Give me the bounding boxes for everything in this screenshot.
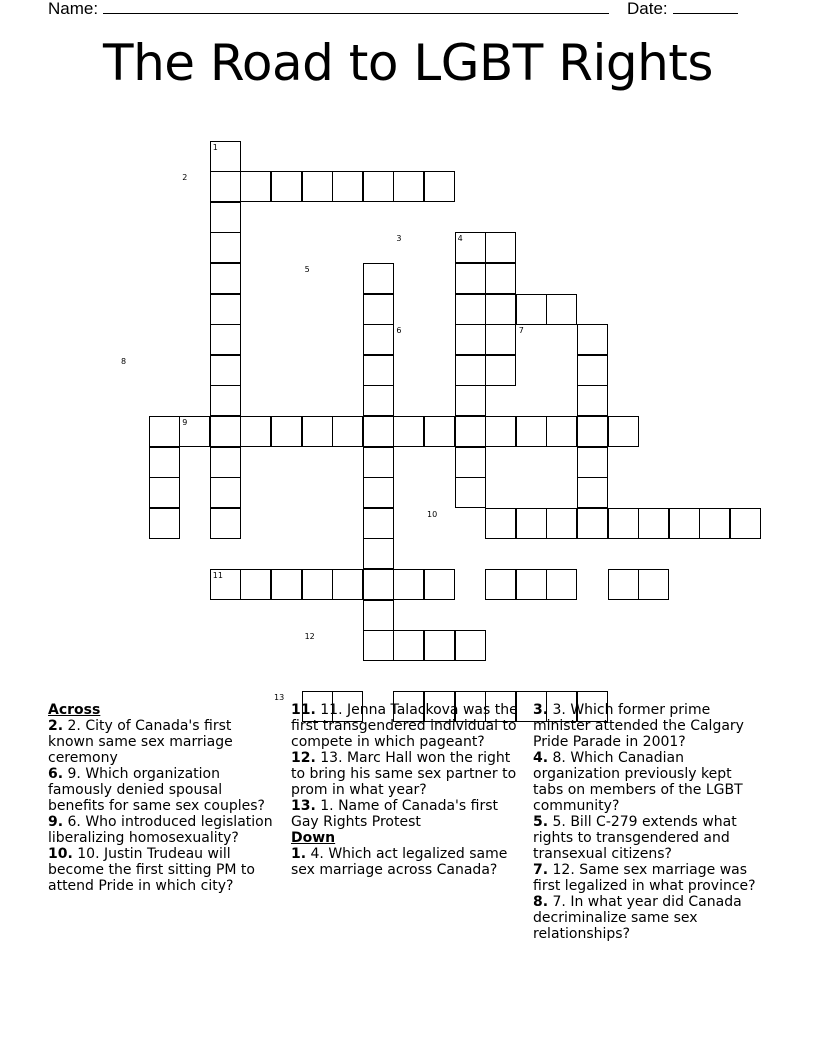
grid-cell[interactable] [485,416,516,447]
page-title: The Road to LGBT Rights [103,34,713,92]
grid-cell[interactable] [210,294,241,325]
clue-number: 12 [304,632,315,642]
grid-cell[interactable] [393,416,424,447]
grid-cell[interactable] [332,171,363,202]
grid-cell[interactable] [210,263,241,294]
grid-cell[interactable] [608,508,639,539]
grid-cell[interactable] [210,232,241,263]
grid-cell[interactable] [424,630,455,661]
grid-cell[interactable] [210,324,241,355]
grid-cell[interactable] [149,477,180,508]
grid-cell[interactable] [363,355,394,386]
grid-cell[interactable] [485,569,516,600]
down-heading: Down [291,830,336,846]
grid-cell[interactable] [363,171,394,202]
clue-number: 7 [518,326,524,336]
clue-number: 1 [212,142,218,152]
grid-cell[interactable] [210,416,241,447]
grid-cell[interactable] [210,447,241,478]
grid-cell[interactable] [546,569,577,600]
grid-cell[interactable] [485,232,516,263]
clue-down-1: 1. 4. Which act legalized same sex marriage across Canada? [291,846,508,878]
grid-cell[interactable] [638,569,669,600]
grid-cell[interactable] [363,447,394,478]
grid-cell[interactable] [455,294,486,325]
clue-down-3: 3. 3. Which former prime minister attended the Calgary Pride Parade in 2001? [533,702,744,750]
grid-cell[interactable] [516,569,547,600]
grid-cell[interactable] [455,324,486,355]
clue-number: 11 [212,571,223,580]
grid-cell[interactable] [669,508,700,539]
grid-cell[interactable] [516,416,547,447]
grid-cell[interactable] [485,263,516,294]
clue-down-5: 5. 5. Bill C-279 extends what rights to transgendered and transexual citizens? [533,814,737,862]
grid-cell[interactable] [149,447,180,478]
grid-cell[interactable] [577,477,608,508]
grid-cell[interactable] [271,569,302,600]
clue-across-2: 2. 2. City of Canada's first known same sex marriage ceremony [48,718,233,766]
clue-down-8: 8. 7. In what year did Canada decriminalize same sex relationships? [533,894,742,942]
name-label: Name: [48,0,99,18]
grid-cell[interactable] [363,600,394,631]
clue-number: 4 [457,234,463,244]
grid-cell[interactable] [363,263,394,294]
grid-cell[interactable] [455,630,486,661]
clue-number: 5 [304,265,310,274]
grid-cell[interactable] [424,569,455,600]
grid-cell[interactable] [210,477,241,508]
grid-cell[interactable] [608,416,639,447]
grid-cell[interactable] [638,508,669,539]
clue-across-9: 9. 6. Who introduced legislation liberalizing homosexuality? [48,814,273,846]
grid-cell[interactable] [577,416,608,447]
grid-cell[interactable] [363,324,394,355]
grid-cell[interactable] [363,294,394,325]
grid-cell[interactable] [302,171,333,202]
clue-across-12: 12. 13. Marc Hall won the right to bring his same sex partner to prom in what year? [291,750,517,798]
clue-number: 6 [396,326,402,336]
clue-number: 3 [396,234,402,244]
grid-cell[interactable] [149,416,180,447]
grid-cell[interactable] [210,202,241,233]
grid-cell[interactable] [455,263,486,294]
grid-cell[interactable] [210,355,241,386]
grid-cell[interactable] [393,630,424,661]
clue-number: 8 [121,356,127,366]
grid-cell[interactable] [455,385,486,416]
grid-cell[interactable] [577,355,608,386]
grid-cell[interactable] [455,355,486,386]
grid-cell[interactable] [210,508,241,539]
grid-cell[interactable] [424,171,455,202]
across-heading: Across [48,702,101,718]
grid-cell[interactable] [363,630,394,661]
grid-cell[interactable] [577,385,608,416]
grid-cell[interactable] [730,508,761,539]
grid-cell[interactable] [577,447,608,478]
clues-column-1 [48,702,278,894]
grid-cell[interactable] [240,416,271,447]
clue-across-11: 11. 11. Jenna Talackova was the first transgendered individual to compete in which pageant? [291,702,518,750]
grid-cell[interactable] [332,569,363,600]
grid-cell[interactable] [455,447,486,478]
grid-cell[interactable] [455,477,486,508]
grid-cell[interactable] [516,508,547,539]
grid-cell[interactable] [363,477,394,508]
grid-cell[interactable] [546,508,577,539]
grid-cell[interactable] [608,569,639,600]
grid-cell[interactable] [240,171,271,202]
grid-cell[interactable] [424,416,455,447]
grid-cell[interactable] [210,171,241,202]
clue-across-10: 10. 10. Justin Trudeau will become the first sitting PM to attend Pride in which city? [48,846,255,894]
clue-number: 10 [427,509,438,519]
grid-cell[interactable] [546,294,577,325]
clue-down-4: 4. 8. Which Canadian organization previously kept tabs on members of the LGBT community? [533,750,743,814]
grid-cell[interactable] [516,294,547,325]
grid-cell[interactable] [240,569,271,600]
grid-cell[interactable] [485,508,516,539]
grid-cell[interactable] [302,416,333,447]
clues-column-3 [533,702,763,942]
grid-cell[interactable] [271,416,302,447]
grid-cell[interactable] [210,385,241,416]
grid-cell[interactable] [393,569,424,600]
grid-cell[interactable] [363,416,394,447]
grid-cell[interactable] [332,416,363,447]
grid-cell[interactable] [393,171,424,202]
clue-across-6: 6. 9. Which organization famously denied spousal benefits for same sex couples? [48,766,265,814]
clue-number: 2 [182,173,188,183]
grid-cell[interactable] [149,508,180,539]
grid-cell[interactable] [363,538,394,569]
clue-number: 9 [182,418,188,427]
grid-cell[interactable] [546,416,577,447]
grid-cell[interactable] [302,569,333,600]
clues-column-2 [291,702,521,878]
grid-cell[interactable] [699,508,730,539]
clue-across-13: 13. 1. Name of Canada's first Gay Rights Protest [291,798,498,830]
grid-cell[interactable] [485,324,516,355]
grid-cell[interactable] [363,385,394,416]
clue-down-7: 7. 12. Same sex marriage was first legalized in what province? [533,862,756,894]
grid-cell[interactable] [485,294,516,325]
grid-cell[interactable] [363,508,394,539]
grid-cell[interactable] [271,171,302,202]
date-label: Date: [627,0,668,18]
grid-cell[interactable] [577,508,608,539]
grid-cell[interactable] [577,324,608,355]
grid-cell[interactable] [455,416,486,447]
grid-cell[interactable] [485,355,516,386]
grid-cell[interactable] [363,569,394,600]
clue-number: 13 [274,693,285,703]
